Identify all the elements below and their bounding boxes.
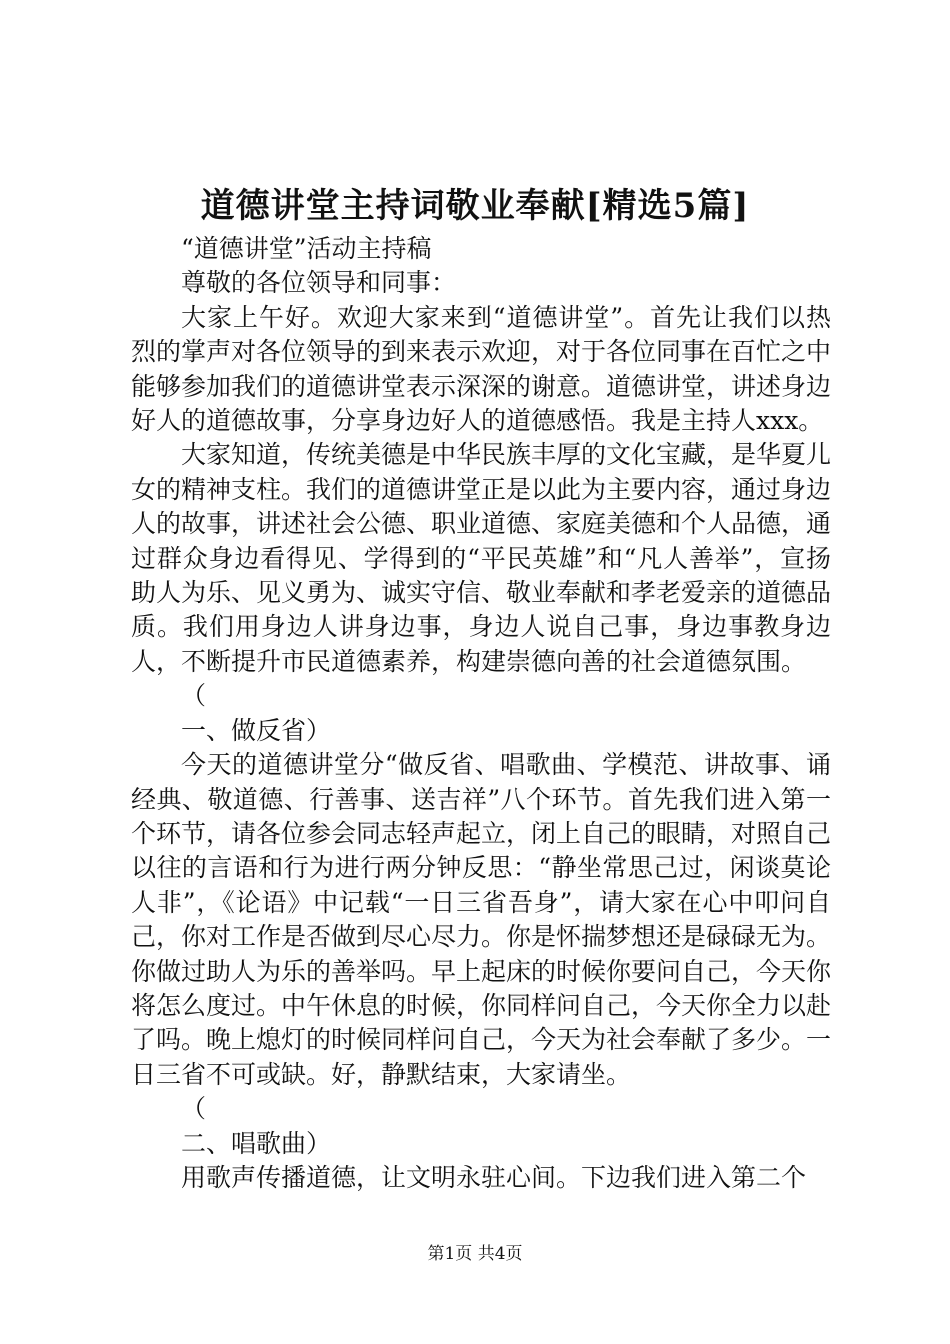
paragraph-heading: “道德讲堂”活动主持稿 — [181, 234, 432, 263]
paragraph-singing: 用歌声传播道德，让文明永驻心间。下边我们进入第二个 — [181, 1162, 807, 1192]
document-title: 道德讲堂主持词敬业奉献[精选5篇] — [200, 186, 750, 226]
paragraph-introduction: 大家知道，传统美德是中华民族丰厚的文化宝藏，是华夏儿女的精神支柱。我们的道德讲堂正是以此为主要内容，通过身边人的故事，讲述社会公德、职业道德、家庭美德和个人品德，通过群众身边看得见、学得到的“平民英雄”和“凡人善举”，宣扬助人为乐、见义勇为、诚实守信、敬业奉献和孝老爱亲的道德品质。我们用身边人讲身边事，身边人说自己事，身边事教身边人，不断提升市民道德素养，构建崇德向善的社会道德氛围。 — [131, 440, 832, 676]
section-heading-reflection: 一、做反省） — [181, 715, 332, 745]
paragraph-section-open-bracket: （ — [181, 681, 207, 711]
document-body — [131, 232, 831, 1195]
section-heading-singing: 二、唱歌曲） — [181, 1128, 332, 1158]
page-number-footer: 第1页 共4页 — [427, 1244, 523, 1264]
paragraph-section-open-bracket: （ — [181, 1094, 207, 1124]
paragraph-welcome: 大家上午好。欢迎大家来到“道德讲堂”。首先让我们以热烈的掌声对各位领导的到来表示欢迎，对于各位同事在百忙之中能够参加我们的道德讲堂表示深深的谢意。道德讲堂，讲述身边好人的道德故事，分享身边好人的道德感悟。我是主持人xxx。 — [131, 302, 832, 436]
paragraph-reflection: 今天的道德讲堂分“做反省、唱歌曲、学模范、讲故事、诵经典、敬道德、行善事、送吉祥”八个环节。首先我们进入第一个环节，请各位参会同志轻声起立，闭上自己的眼睛，对照自己以往的言语和行为进行两分钟反思：“静坐常思己过，闲谈莫论人非”，《论语》中记载“一日三省吾身”，请大家在心中叩问自己，你对工作是否做到尽心尽力。你是怀揣梦想还是碌碌无为。你做过助人为乐的善举吗。早上起床的时候你要问自己，今天你将怎么度过。中午休息的时候，你同样问自己，今天你全力以赴了吗。晚上熄灯的时候同样问自己，今天为社会奉献了多少。一日三省不可或缺。好，静默结束，大家请坐。 — [131, 750, 832, 1089]
paragraph-salutation: 尊敬的各位领导和同事： — [181, 268, 457, 298]
